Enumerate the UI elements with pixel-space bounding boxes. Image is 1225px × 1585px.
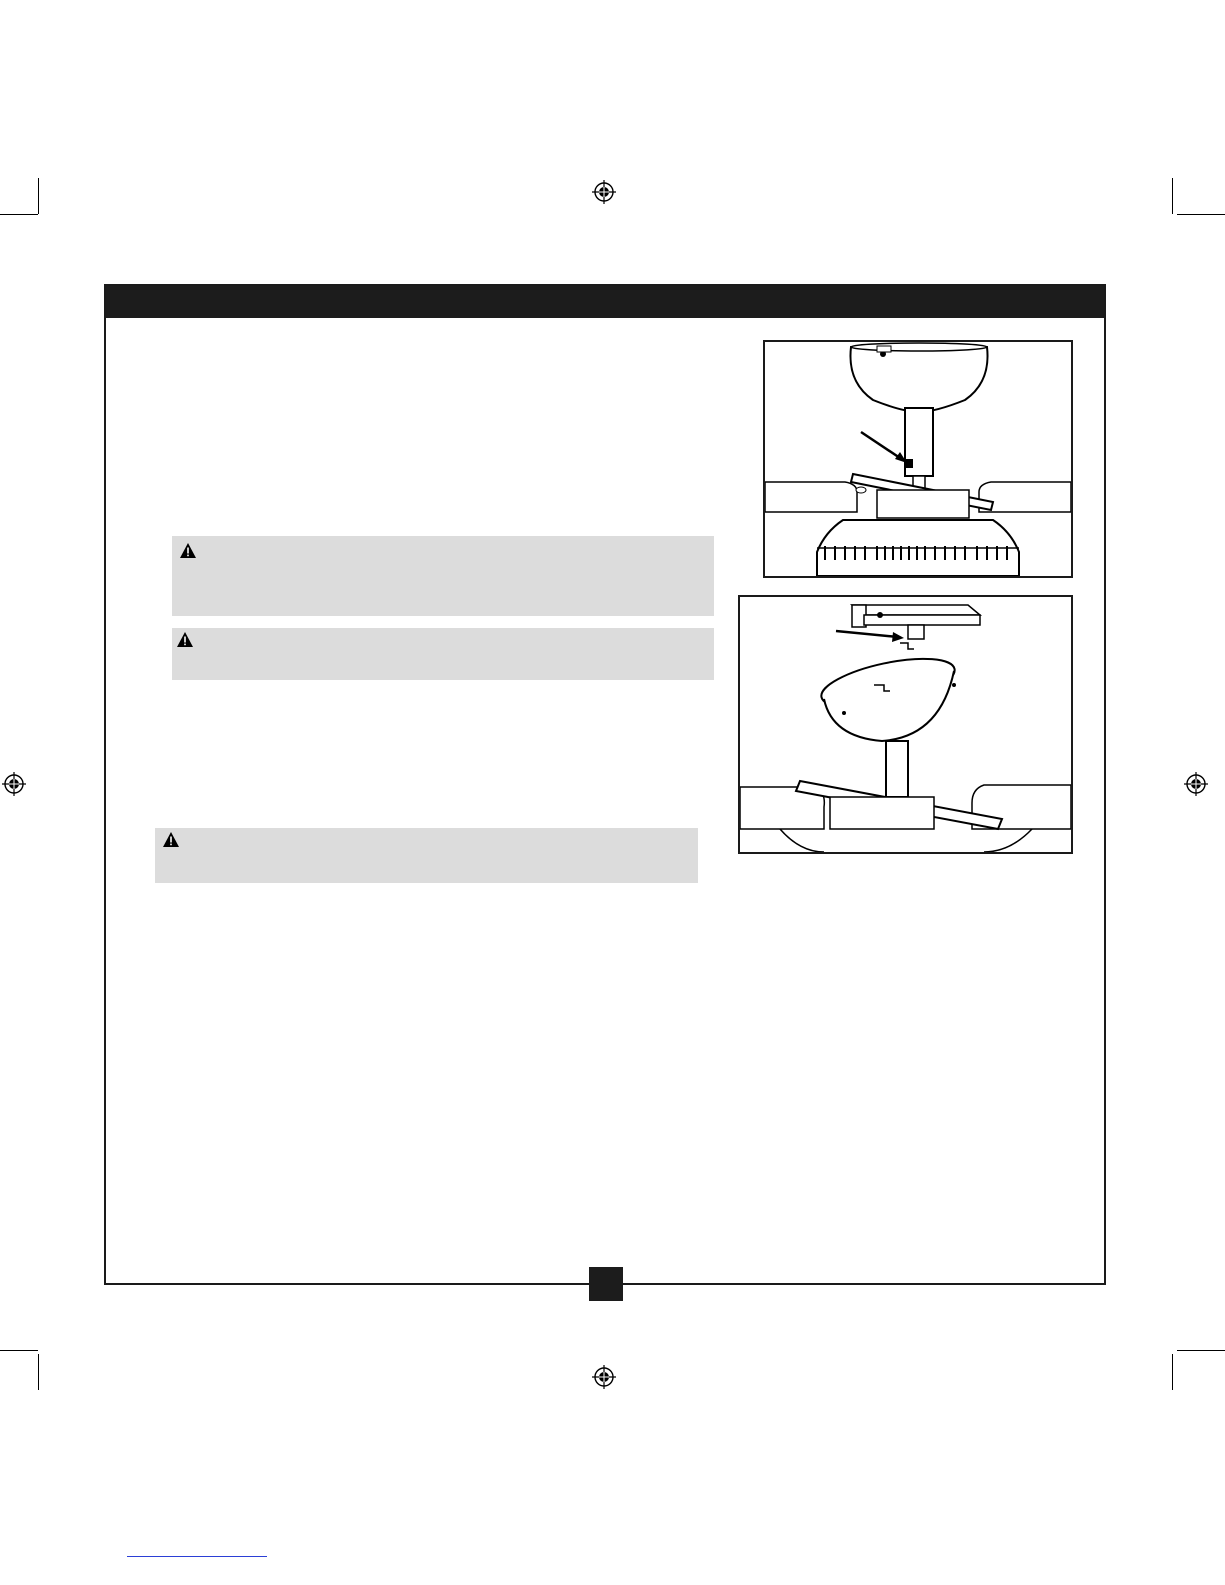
warning-callout-3	[155, 828, 698, 883]
downrod-icon	[905, 408, 933, 490]
crop-mark-bottom-left-horizontal	[0, 1350, 38, 1351]
warning-triangle-icon	[163, 832, 179, 847]
registration-mark-right-icon	[1184, 772, 1208, 796]
section-header-bar	[106, 286, 1104, 318]
crop-mark-top-right-vertical	[1172, 178, 1173, 214]
set-screw-arrow-icon	[861, 432, 907, 463]
warning-callout-1	[172, 536, 714, 616]
registration-mark-top-icon	[592, 180, 616, 204]
crop-mark-top-right-horizontal	[1177, 214, 1225, 215]
warning-callout-2	[172, 628, 714, 680]
ceiling-fan-canopy-downrod-figure	[763, 340, 1073, 578]
registration-mark-left-icon	[2, 772, 26, 796]
registration-mark-bottom-icon	[592, 1365, 616, 1389]
footer-link-underline[interactable]	[127, 1556, 267, 1557]
warning-triangle-icon	[180, 543, 196, 558]
housing-bowl-icon	[817, 643, 958, 741]
crop-mark-bottom-right-vertical	[1172, 1354, 1173, 1390]
crop-mark-bottom-left-vertical	[38, 1354, 39, 1390]
ceiling-fan-switch-housing-figure	[738, 595, 1073, 854]
canopy-icon	[850, 343, 987, 412]
crop-mark-top-left-vertical	[38, 178, 39, 214]
crop-mark-top-left-horizontal	[0, 214, 38, 215]
slot-arrow-icon	[836, 631, 904, 642]
crop-mark-bottom-right-horizontal	[1177, 1350, 1225, 1351]
page-number-tab	[589, 1267, 623, 1301]
warning-triangle-icon	[177, 632, 193, 647]
